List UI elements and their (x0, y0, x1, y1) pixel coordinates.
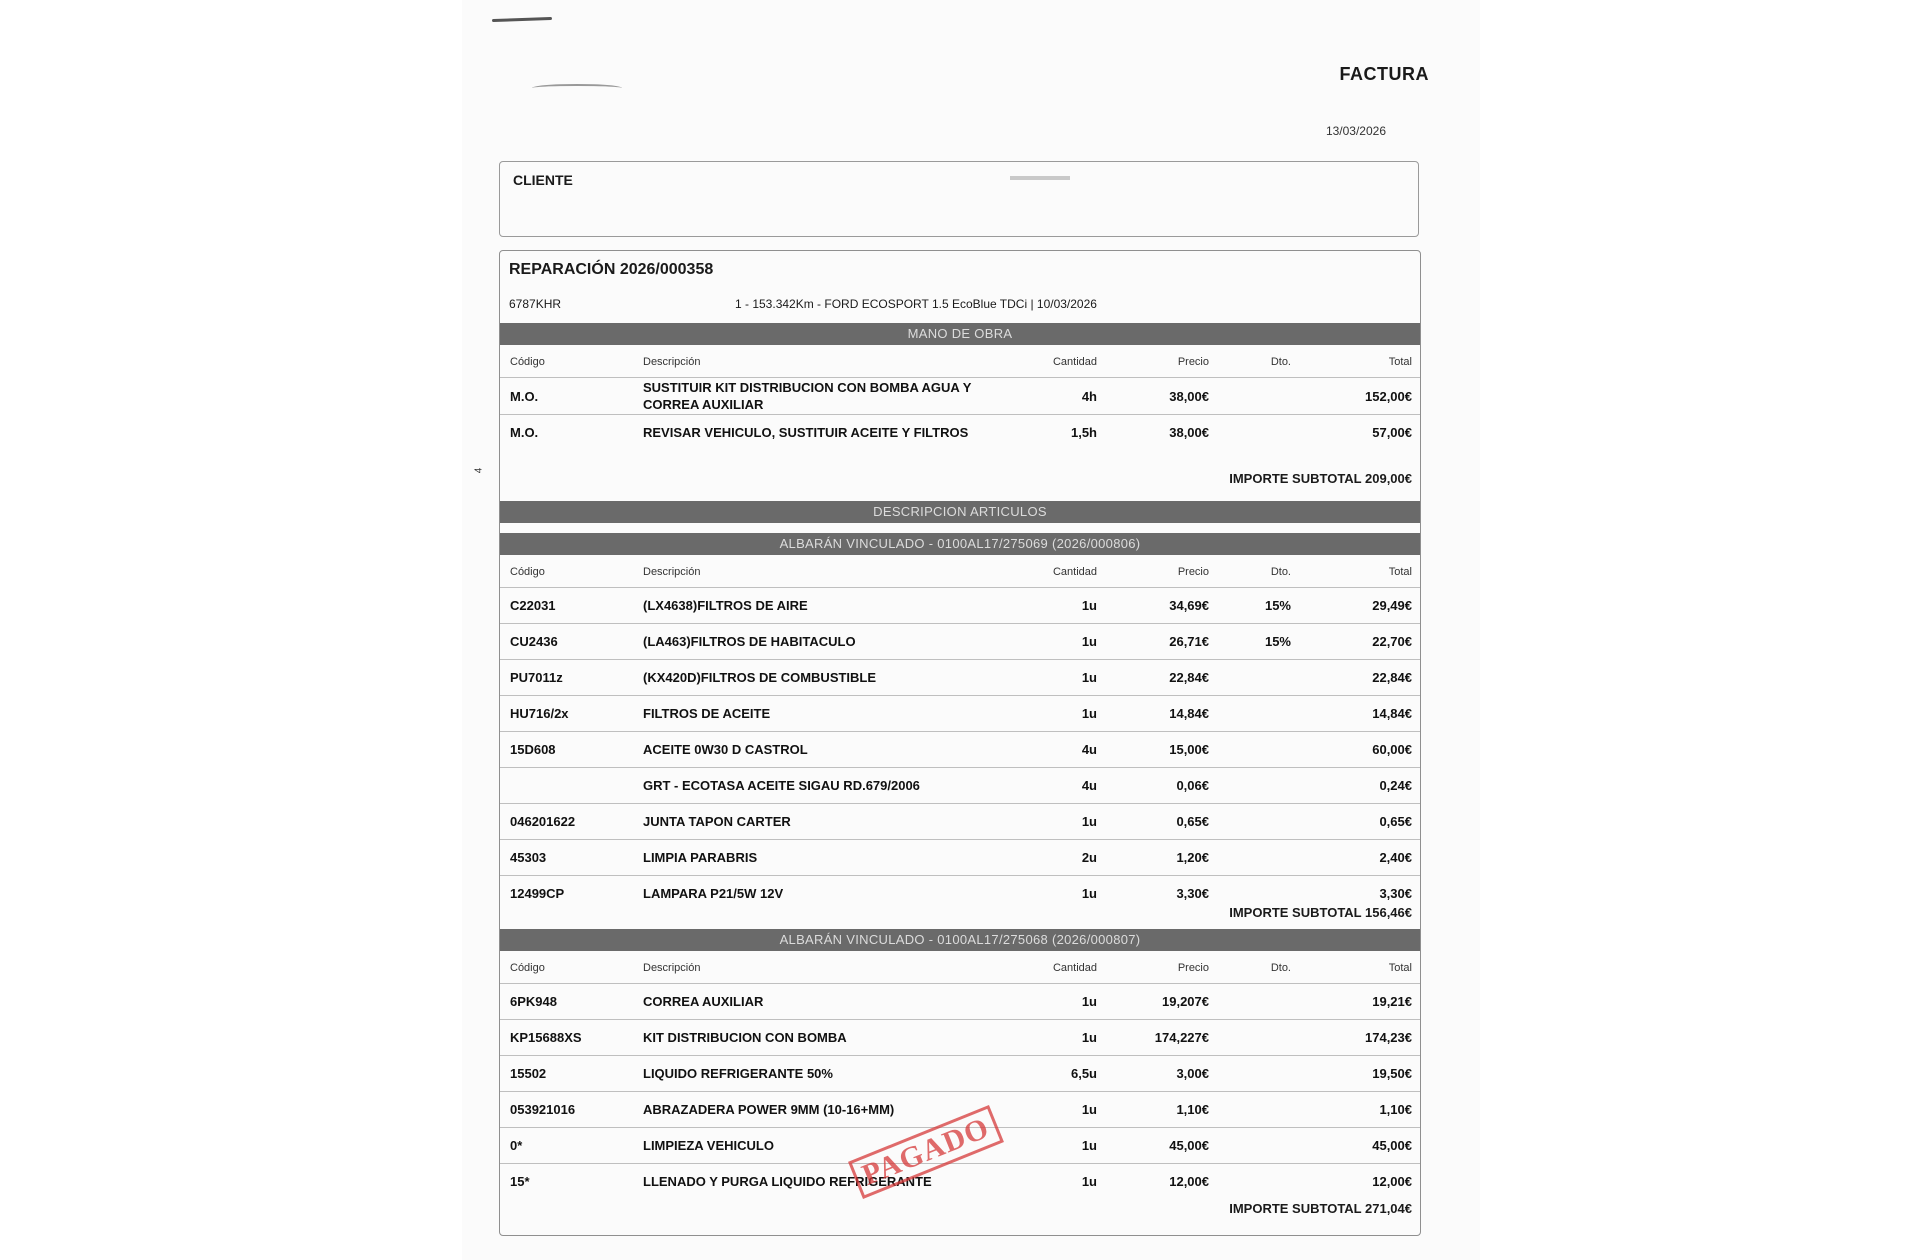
cell-cantidad: 1u (1004, 1164, 1098, 1200)
cell-total: 3,30€ (1292, 876, 1420, 912)
cell-total: 1,10€ (1292, 1092, 1420, 1128)
cell-total: 14,84€ (1292, 696, 1420, 732)
col-cantidad: Cantidad (1052, 566, 1097, 578)
cell-precio: 12,00€ (1098, 1164, 1210, 1200)
col-codigo: Código (510, 356, 545, 368)
cell-codigo: CU2436 (500, 624, 642, 660)
cell-descripcion: GRT - ECOTASA ACEITE SIGAU RD.679/2006 (642, 768, 1004, 804)
table-row (500, 378, 1420, 415)
vehicle-info: 1 - 153.342Km - FORD ECOSPORT 1.5 EcoBlue TDCi | 10/03/2026 (735, 297, 1097, 311)
cell-dto (1210, 768, 1292, 804)
albaran-1-table (500, 557, 1420, 911)
cell-descripcion: CORREA AUXILIAR (642, 984, 1004, 1020)
repair-box (499, 250, 1421, 1236)
repair-title: REPARACIÓN 2026/000358 (509, 261, 714, 278)
cell-dto (1210, 1092, 1292, 1128)
albaran-2-subtotal: IMPORTE SUBTOTAL 271,04€ (1229, 1201, 1412, 1216)
cell-codigo (500, 768, 642, 804)
cell-dto (1210, 1164, 1292, 1200)
cell-precio: 1,20€ (1098, 840, 1210, 876)
cell-dto (1210, 840, 1292, 876)
cell-codigo: KP15688XS (500, 1020, 642, 1056)
albaran-1-subtotal: IMPORTE SUBTOTAL 156,46€ (1229, 905, 1412, 920)
cell-descripcion: LAMPARA P21/5W 12V (642, 876, 1004, 912)
cell-cantidad: 4u (1004, 732, 1098, 768)
redacted-client (1010, 176, 1070, 180)
table-header (500, 557, 1420, 588)
cell-precio: 38,00€ (1098, 378, 1210, 415)
cell-descripcion: JUNTA TAPON CARTER (642, 804, 1004, 840)
cell-precio: 174,227€ (1098, 1020, 1210, 1056)
cell-precio: 19,207€ (1098, 984, 1210, 1020)
cell-total: 60,00€ (1292, 732, 1420, 768)
paid-stamp: PAGADO (848, 1105, 1004, 1199)
cell-total: 45,00€ (1292, 1128, 1420, 1164)
cell-total: 29,49€ (1292, 588, 1420, 624)
cell-dto (1210, 696, 1292, 732)
table-row (500, 588, 1420, 624)
col-descripcion: Descripción (643, 356, 701, 368)
table-row (500, 415, 1420, 451)
labor-table (500, 347, 1420, 450)
cell-descripcion: FILTROS DE ACEITE (642, 696, 1004, 732)
cell-precio: 26,71€ (1098, 624, 1210, 660)
pen-mark (492, 17, 552, 22)
cell-codigo: M.O. (500, 415, 642, 451)
cell-descripcion: ABRAZADERA POWER 9MM (10-16+MM) (642, 1092, 1004, 1128)
col-precio: Precio (1177, 356, 1209, 368)
cell-codigo: M.O. (500, 378, 642, 415)
col-dto: Dto. (1270, 566, 1291, 578)
cell-total: 19,21€ (1292, 984, 1420, 1020)
col-cantidad: Cantidad (1052, 356, 1097, 368)
cell-cantidad: 1u (1004, 1128, 1098, 1164)
cell-dto: 15% (1210, 624, 1292, 660)
table-row (500, 984, 1420, 1020)
company-logo (532, 84, 622, 92)
cell-codigo: 0* (500, 1128, 642, 1164)
cell-codigo: 053921016 (500, 1092, 642, 1128)
invoice-sheet (462, 0, 1480, 1260)
col-precio: Precio (1177, 962, 1209, 974)
cell-dto (1210, 984, 1292, 1020)
cell-dto (1210, 1128, 1292, 1164)
cell-precio: 3,30€ (1098, 876, 1210, 912)
table-row (500, 1056, 1420, 1092)
cell-precio: 45,00€ (1098, 1128, 1210, 1164)
cell-descripcion: SUSTITUIR KIT DISTRIBUCION CON BOMBA AGUA Y CORREA AUXILIAR (642, 378, 1004, 415)
cell-dto (1210, 415, 1292, 451)
table-row (500, 804, 1420, 840)
cell-descripcion: ACEITE 0W30 D CASTROL (642, 732, 1004, 768)
cell-cantidad: 4u (1004, 768, 1098, 804)
cell-cantidad: 1,5h (1004, 415, 1098, 451)
cell-total: 22,84€ (1292, 660, 1420, 696)
cell-cantidad: 1u (1004, 588, 1098, 624)
cell-codigo: C22031 (500, 588, 642, 624)
col-codigo: Código (510, 566, 545, 578)
col-total: Total (1388, 356, 1412, 368)
cell-cantidad: 1u (1004, 984, 1098, 1020)
document-title: FACTURA (1339, 64, 1429, 84)
albaran-2-table (500, 953, 1420, 1199)
cell-precio: 3,00€ (1098, 1056, 1210, 1092)
cell-codigo: HU716/2x (500, 696, 642, 732)
table-row (500, 1020, 1420, 1056)
col-descripcion: Descripción (643, 566, 701, 578)
albaran-1-band: ALBARÁN VINCULADO - 0100AL17/275069 (2026/000806) (500, 533, 1420, 555)
table-row (500, 660, 1420, 696)
cell-descripcion: KIT DISTRIBUCION CON BOMBA (642, 1020, 1004, 1056)
cell-precio: 34,69€ (1098, 588, 1210, 624)
cell-cantidad: 2u (1004, 840, 1098, 876)
cell-total: 19,50€ (1292, 1056, 1420, 1092)
cell-dto (1210, 732, 1292, 768)
col-dto: Dto. (1270, 962, 1291, 974)
cell-total: 0,65€ (1292, 804, 1420, 840)
cell-total: 152,00€ (1292, 378, 1420, 415)
cell-cantidad: 1u (1004, 876, 1098, 912)
col-precio: Precio (1177, 566, 1209, 578)
articulos-band: DESCRIPCION ARTICULOS (500, 501, 1420, 523)
cell-total: 12,00€ (1292, 1164, 1420, 1200)
cell-total: 22,70€ (1292, 624, 1420, 660)
table-row (500, 840, 1420, 876)
cell-codigo: 046201622 (500, 804, 642, 840)
cell-precio: 14,84€ (1098, 696, 1210, 732)
cell-descripcion: LIMPIEZA VEHICULO (642, 1128, 1004, 1164)
cell-dto: 15% (1210, 588, 1292, 624)
cell-precio: 0,65€ (1098, 804, 1210, 840)
cell-total: 0,24€ (1292, 768, 1420, 804)
cell-descripcion: (LA463)FILTROS DE HABITACULO (642, 624, 1004, 660)
cell-precio: 22,84€ (1098, 660, 1210, 696)
cell-precio: 38,00€ (1098, 415, 1210, 451)
table-header (500, 953, 1420, 984)
cell-precio: 0,06€ (1098, 768, 1210, 804)
cell-codigo: PU7011z (500, 660, 642, 696)
table-row (500, 1164, 1420, 1200)
albaran-2-band: ALBARÁN VINCULADO - 0100AL17/275068 (2026/000807) (500, 929, 1420, 951)
cell-cantidad: 6,5u (1004, 1056, 1098, 1092)
cell-descripcion: (LX4638)FILTROS DE AIRE (642, 588, 1004, 624)
col-total: Total (1388, 962, 1412, 974)
cell-codigo: 6PK948 (500, 984, 642, 1020)
cell-cantidad: 1u (1004, 1020, 1098, 1056)
cell-codigo: 15502 (500, 1056, 642, 1092)
license-plate: 6787KHR (509, 297, 562, 311)
table-row (500, 624, 1420, 660)
col-cantidad: Cantidad (1052, 962, 1097, 974)
table-row (500, 768, 1420, 804)
cell-total: 57,00€ (1292, 415, 1420, 451)
cell-dto (1210, 804, 1292, 840)
mano-de-obra-band: MANO DE OBRA (500, 323, 1420, 345)
cell-descripcion: LLENADO Y PURGA LIQUIDO REFRIGERANTE (642, 1164, 1004, 1200)
cell-descripcion: LIMPIA PARABRIS (642, 840, 1004, 876)
cell-cantidad: 1u (1004, 696, 1098, 732)
cell-descripcion: (KX420D)FILTROS DE COMBUSTIBLE (642, 660, 1004, 696)
cell-cantidad: 4h (1004, 378, 1098, 415)
cell-total: 2,40€ (1292, 840, 1420, 876)
cell-cantidad: 1u (1004, 624, 1098, 660)
cell-total: 174,23€ (1292, 1020, 1420, 1056)
cell-codigo: 45303 (500, 840, 642, 876)
cell-descripcion: REVISAR VEHICULO, SUSTITUIR ACEITE Y FILTROS (642, 415, 1004, 451)
cell-precio: 1,10€ (1098, 1092, 1210, 1128)
invoice-date: 13/03/2026 (1325, 124, 1386, 138)
cell-dto (1210, 660, 1292, 696)
cell-codigo: 12499CP (500, 876, 642, 912)
cell-cantidad: 1u (1004, 804, 1098, 840)
table-header (500, 347, 1420, 378)
cell-dto (1210, 1056, 1292, 1092)
cell-dto (1210, 1020, 1292, 1056)
side-mark: 4 (473, 467, 485, 474)
col-codigo: Código (510, 962, 545, 974)
cell-dto (1210, 378, 1292, 415)
cell-precio: 15,00€ (1098, 732, 1210, 768)
cliente-label: CLIENTE (513, 172, 573, 188)
col-total: Total (1388, 566, 1412, 578)
col-dto: Dto. (1270, 356, 1291, 368)
table-row (500, 732, 1420, 768)
cell-codigo: 15D608 (500, 732, 642, 768)
cell-cantidad: 1u (1004, 1092, 1098, 1128)
labor-subtotal: IMPORTE SUBTOTAL 209,00€ (1229, 471, 1412, 486)
table-row (500, 696, 1420, 732)
cell-descripcion: LIQUIDO REFRIGERANTE 50% (642, 1056, 1004, 1092)
cell-codigo: 15* (500, 1164, 642, 1200)
cliente-box (499, 161, 1419, 237)
cell-cantidad: 1u (1004, 660, 1098, 696)
col-descripcion: Descripción (643, 962, 701, 974)
